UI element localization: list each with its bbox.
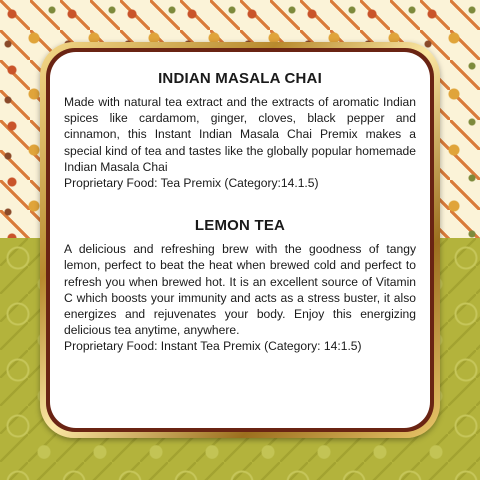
lemon-tea-proprietary-food: Proprietary Food: Instant Tea Premix (Category: 14:1.5) xyxy=(64,339,362,354)
lemon-tea-title: LEMON TEA xyxy=(194,217,286,235)
info-card xyxy=(50,52,430,428)
frame-border xyxy=(46,48,434,432)
masala-chai-proprietary-food: Proprietary Food: Tea Premix (Category:14.1.5) xyxy=(64,176,319,191)
lemon-tea-description: A delicious and refreshing brew with the goodness of tangy lemon, perfect to beat the heat when brewed cold and perfect to refresh you when brewed hot. It is an excellent source of Vitamin C which boosts your immunity and acts as a stress buster, it also energizes and rejuvenates your body. Enjoy this energizing delicious tea anytime, anywhere. xyxy=(64,242,416,338)
card-content xyxy=(64,52,416,355)
masala-chai-description: Made with natural tea extract and the extracts of aromatic Indian spices like cardamom, ginger, cloves, black pepper and cinnamon, this Instant Indian Masala Chai Premix makes a special kind of tea and tastes like the globally popular homemade Indian Masala Chai xyxy=(64,95,416,174)
gold-frame xyxy=(40,42,440,438)
masala-chai-title: INDIAN MASALA CHAI xyxy=(158,70,322,87)
